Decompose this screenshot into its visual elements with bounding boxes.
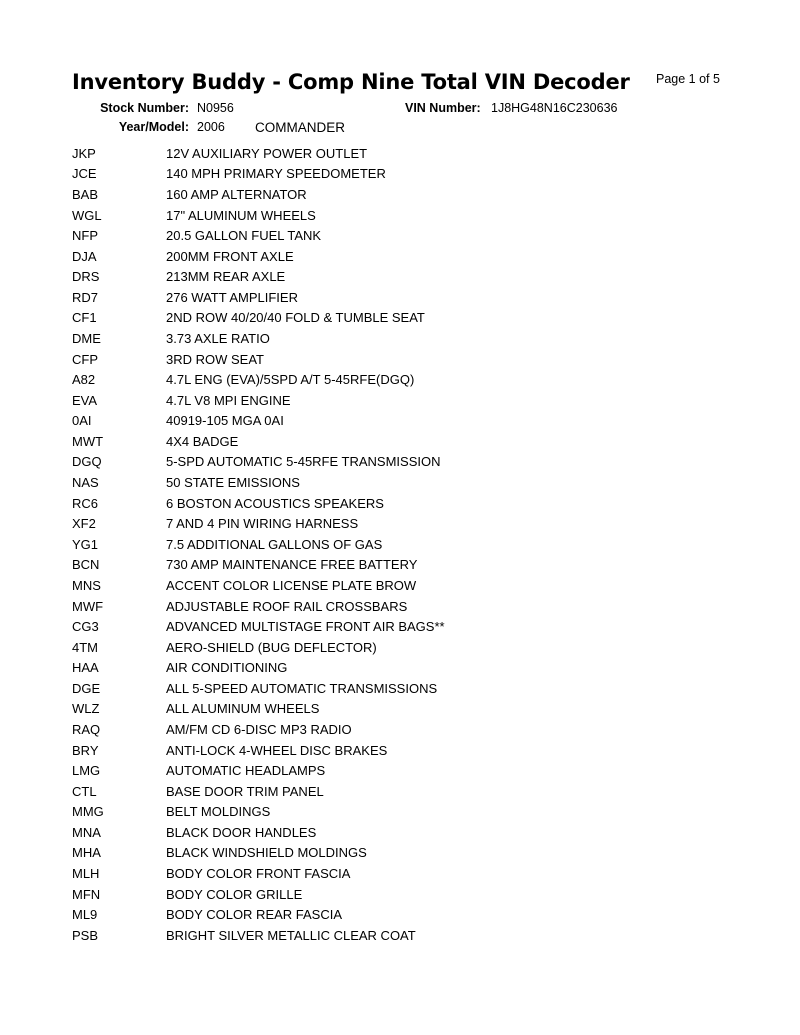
option-row xyxy=(72,143,445,164)
option-row xyxy=(72,740,445,761)
option-row xyxy=(72,657,445,678)
vin-number-label xyxy=(405,101,481,115)
option-row xyxy=(72,287,445,308)
option-code: WLZ xyxy=(72,701,100,717)
option-code: DGQ xyxy=(72,454,102,470)
option-row xyxy=(72,513,445,534)
option-code: CTL xyxy=(72,783,97,799)
option-description: BODY COLOR FRONT FASCIA xyxy=(166,866,351,882)
option-description: AERO-SHIELD (BUG DEFLECTOR) xyxy=(166,639,377,655)
option-description: 3RD ROW SEAT xyxy=(166,351,264,367)
option-description: AIR CONDITIONING xyxy=(166,660,288,676)
option-description: ALL 5-SPEED AUTOMATIC TRANSMISSIONS xyxy=(166,680,438,696)
option-row xyxy=(72,493,445,514)
option-row xyxy=(72,616,445,637)
option-row xyxy=(72,390,445,411)
option-row xyxy=(72,184,445,205)
option-row xyxy=(72,534,445,555)
option-code: EVA xyxy=(72,392,98,408)
option-code: 4TM xyxy=(72,639,98,655)
stock-number-label xyxy=(97,101,189,115)
option-code: MMG xyxy=(72,804,104,820)
option-row xyxy=(72,164,445,185)
option-description: 17" ALUMINUM WHEELS xyxy=(166,207,316,223)
option-row xyxy=(72,904,445,925)
option-row xyxy=(72,369,445,390)
option-row xyxy=(72,246,445,267)
option-row xyxy=(72,802,445,823)
option-description: ALL ALUMINUM WHEELS xyxy=(166,701,320,717)
option-code: MFN xyxy=(72,886,101,902)
option-code: CF1 xyxy=(72,310,97,326)
option-row xyxy=(72,472,445,493)
option-code: MWT xyxy=(72,433,104,449)
option-description: 40919-105 MGA 0AI xyxy=(166,413,284,429)
option-description: BLACK DOOR HANDLES xyxy=(166,824,317,840)
option-code: DME xyxy=(72,330,101,346)
year-model-label-text: Year/Model: xyxy=(118,120,189,134)
option-code: RC6 xyxy=(72,495,99,511)
option-row xyxy=(72,452,445,473)
model-value: COMMANDER xyxy=(255,120,345,135)
option-row xyxy=(72,328,445,349)
option-code: MNA xyxy=(72,824,101,840)
year-model-label xyxy=(97,120,189,134)
option-row xyxy=(72,719,445,740)
option-code: JKP xyxy=(72,145,96,161)
option-code: XF2 xyxy=(72,516,96,532)
option-code: BCN xyxy=(72,557,100,573)
option-row xyxy=(72,205,445,226)
option-code: MHA xyxy=(72,845,101,861)
option-row xyxy=(72,575,445,596)
option-row xyxy=(72,822,445,843)
option-code: ML9 xyxy=(72,907,98,923)
option-row xyxy=(72,411,445,432)
option-code: LMG xyxy=(72,763,101,779)
option-description: BASE DOOR TRIM PANEL xyxy=(166,783,324,799)
option-description: ADVANCED MULTISTAGE FRONT AIR BAGS** xyxy=(166,619,445,635)
option-row xyxy=(72,781,445,802)
option-row xyxy=(72,349,445,370)
option-code: 0AI xyxy=(72,413,92,429)
option-code: MNS xyxy=(72,577,101,593)
page-number: Page 1 of 5 xyxy=(656,72,720,86)
option-code: RAQ xyxy=(72,721,101,737)
option-row xyxy=(72,225,445,246)
option-description: 20.5 GALLON FUEL TANK xyxy=(166,228,322,244)
option-row xyxy=(72,760,445,781)
option-code: DJA xyxy=(72,248,97,264)
option-code: DRS xyxy=(72,269,100,285)
option-code-list xyxy=(72,143,445,946)
option-row xyxy=(72,678,445,699)
option-code: JCE xyxy=(72,166,97,182)
option-description: BODY COLOR GRILLE xyxy=(166,886,303,902)
option-row xyxy=(72,596,445,617)
option-row xyxy=(72,699,445,720)
option-description: ACCENT COLOR LICENSE PLATE BROW xyxy=(166,577,417,593)
option-description: 730 AMP MAINTENANCE FREE BATTERY xyxy=(166,557,418,573)
vin-number-value: 1J8HG48N16C230636 xyxy=(491,101,618,115)
option-description: 7.5 ADDITIONAL GALLONS OF GAS xyxy=(166,536,383,552)
option-description: AUTOMATIC HEADLAMPS xyxy=(166,763,326,779)
option-description: AM/FM CD 6-DISC MP3 RADIO xyxy=(166,721,352,737)
option-description: BLACK WINDSHIELD MOLDINGS xyxy=(166,845,367,861)
option-code: NAS xyxy=(72,475,99,491)
option-description: BRIGHT SILVER METALLIC CLEAR COAT xyxy=(166,927,416,943)
option-code: CG3 xyxy=(72,619,99,635)
option-description: 4.7L V8 MPI ENGINE xyxy=(166,392,291,408)
option-description: 50 STATE EMISSIONS xyxy=(166,475,300,491)
option-code: CFP xyxy=(72,351,98,367)
option-row xyxy=(72,884,445,905)
option-code: RD7 xyxy=(72,289,99,305)
option-description: BODY COLOR REAR FASCIA xyxy=(166,907,343,923)
option-code: BAB xyxy=(72,186,99,202)
option-description: 3.73 AXLE RATIO xyxy=(166,330,270,346)
option-code: BRY xyxy=(72,742,99,758)
option-description: 213MM REAR AXLE xyxy=(166,269,286,285)
option-description: BELT MOLDINGS xyxy=(166,804,271,820)
option-description: ADJUSTABLE ROOF RAIL CROSSBARS xyxy=(166,598,408,614)
option-code: HAA xyxy=(72,660,99,676)
option-row xyxy=(72,555,445,576)
option-row xyxy=(72,431,445,452)
option-code: A82 xyxy=(72,372,96,388)
option-code: MLH xyxy=(72,866,100,882)
option-description: 6 BOSTON ACOUSTICS SPEAKERS xyxy=(166,495,384,511)
option-code: NFP xyxy=(72,228,98,244)
option-row xyxy=(72,863,445,884)
option-description: 140 MPH PRIMARY SPEEDOMETER xyxy=(166,166,386,182)
option-row xyxy=(72,266,445,287)
option-description: 12V AUXILIARY POWER OUTLET xyxy=(166,145,368,161)
option-description: 160 AMP ALTERNATOR xyxy=(166,186,307,202)
option-description: 200MM FRONT AXLE xyxy=(166,248,294,264)
option-row xyxy=(72,925,445,946)
stock-number-value: N0956 xyxy=(197,101,234,115)
option-code: WGL xyxy=(72,207,102,223)
year-value: 2006 xyxy=(197,120,225,134)
vin-number-label-text: VIN Number: xyxy=(405,101,481,115)
option-row xyxy=(72,637,445,658)
option-description: 2ND ROW 40/20/40 FOLD & TUMBLE SEAT xyxy=(166,310,425,326)
option-description: 4.7L ENG (EVA)/5SPD A/T 5-45RFE(DGQ) xyxy=(166,372,415,388)
option-code: MWF xyxy=(72,598,104,614)
option-description: 7 AND 4 PIN WIRING HARNESS xyxy=(166,516,359,532)
option-code: DGE xyxy=(72,680,101,696)
option-code: YG1 xyxy=(72,536,99,552)
document-title: Inventory Buddy - Comp Nine Total VIN Decoder xyxy=(72,70,630,94)
option-code: PSB xyxy=(72,927,99,943)
option-row xyxy=(72,843,445,864)
option-description: 4X4 BADGE xyxy=(166,433,239,449)
option-description: 5-SPD AUTOMATIC 5-45RFE TRANSMISSION xyxy=(166,454,441,470)
option-description: ANTI-LOCK 4-WHEEL DISC BRAKES xyxy=(166,742,388,758)
option-row xyxy=(72,308,445,329)
option-description: 276 WATT AMPLIFIER xyxy=(166,289,298,305)
stock-number-label-text: Stock Number: xyxy=(100,101,189,115)
